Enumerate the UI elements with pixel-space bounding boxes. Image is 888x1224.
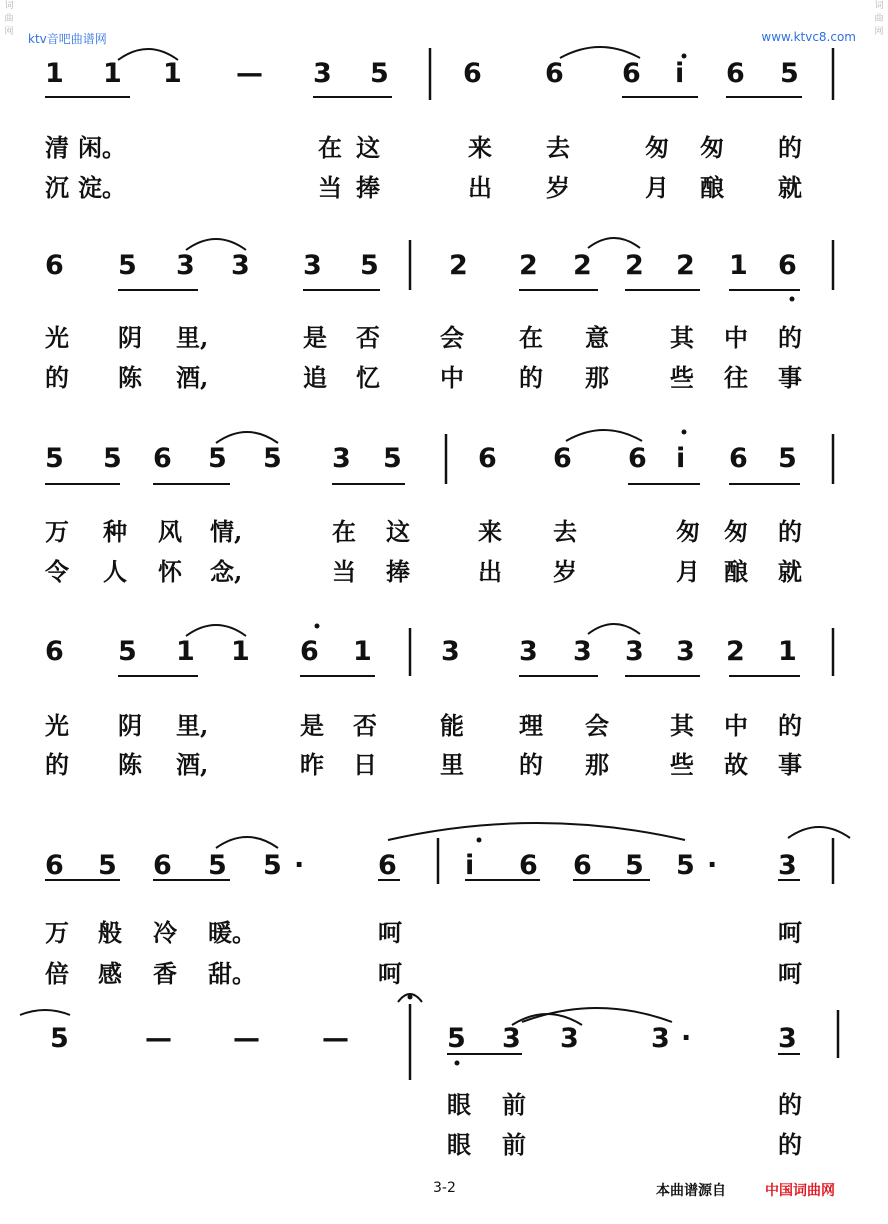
lyric-verse-1: 万 — [45, 517, 69, 546]
slur — [216, 432, 278, 443]
lyric-verse-1: 其 — [670, 323, 694, 352]
watermark-right: 词 曲 网 — [874, 1, 884, 37]
note: 6 — [729, 443, 748, 474]
lyric-verse-1: 呵 — [778, 918, 802, 947]
lyric-verse-1: 阴 — [118, 323, 142, 352]
octave-dot — [315, 624, 320, 629]
note: 6 — [153, 850, 172, 881]
lyric-verse-2: 日 — [353, 750, 377, 779]
lyric-verse-2: 的 — [45, 363, 69, 392]
lyric-verse-2: 陈 — [118, 750, 142, 779]
note: 6 — [778, 250, 797, 281]
lyric-verse-1: 的 — [778, 1090, 802, 1119]
note: 5 — [676, 850, 695, 881]
note: 1 — [163, 58, 182, 89]
lyric-verse-1: 的 — [778, 323, 802, 352]
note: 3 — [778, 1023, 797, 1054]
lyric-verse-2: 些 — [670, 363, 694, 392]
note: 3 — [176, 250, 195, 281]
lyric-verse-1: 其 — [670, 711, 694, 740]
slur — [186, 625, 246, 636]
note: 5 — [45, 443, 64, 474]
lyric-verse-2: 当 — [332, 557, 356, 586]
octave-dot — [477, 838, 482, 843]
watermark-left: 词 曲 网 — [4, 1, 14, 37]
lyric-verse-1: 中 — [724, 711, 748, 740]
note: 5 — [780, 58, 799, 89]
slur — [388, 823, 685, 840]
note: 5 — [370, 58, 389, 89]
lyric-verse-1: 的 — [778, 133, 802, 162]
lyric-verse-1: 阴 — [118, 711, 142, 740]
site-url-right: www.ktvc8.com — [761, 30, 856, 44]
lyric-verse-1: 否 — [353, 711, 377, 740]
note: 6 — [545, 58, 564, 89]
lyric-verse-2: 月 — [645, 173, 669, 202]
note: 1 — [176, 636, 195, 667]
slur — [522, 1008, 672, 1022]
note: 3 — [519, 636, 538, 667]
lyric-verse-1: 中 — [724, 323, 748, 352]
lyric-verse-2: 的 — [778, 1130, 802, 1159]
note: — — [233, 1023, 260, 1054]
lyric-verse-2: 眼 — [447, 1130, 471, 1159]
lyric-verse-1: 理 — [519, 711, 543, 740]
note: 3 — [625, 636, 644, 667]
lyric-verse-2: 人 — [103, 557, 127, 586]
note: 5 — [208, 443, 227, 474]
slur — [588, 624, 640, 634]
octave-dot — [682, 430, 687, 435]
note: 5 — [103, 443, 122, 474]
note: 1 — [45, 58, 64, 89]
note: 3 — [651, 1023, 670, 1054]
lyric-verse-1: 万 — [45, 918, 69, 947]
lyric-verse-1: 意 — [585, 323, 609, 352]
lyric-verse-2: 令 — [45, 557, 69, 586]
lyric-verse-1: 呵 — [378, 918, 402, 947]
octave-dot — [408, 995, 413, 1000]
note: 2 — [519, 250, 538, 281]
fermata — [398, 994, 422, 1002]
note: 6 — [300, 636, 319, 667]
note: 2 — [449, 250, 468, 281]
lyric-verse-2: 出 — [468, 173, 492, 202]
lyric-verse-2: 呵 — [778, 959, 802, 988]
lyric-verse-2: 的 — [45, 750, 69, 779]
note: 5 — [50, 1023, 69, 1054]
lyric-verse-2: 昨 — [300, 750, 324, 779]
note: 5 — [98, 850, 117, 881]
note: 3 — [332, 443, 351, 474]
lyric-verse-1: 在 — [332, 517, 356, 546]
lyric-verse-1: 情, — [210, 517, 243, 546]
note: 6 — [628, 443, 647, 474]
lyric-verse-1: 在 — [519, 323, 543, 352]
note: 2 — [573, 250, 592, 281]
note: · — [681, 1023, 692, 1054]
note: 6 — [45, 850, 64, 881]
note: 6 — [463, 58, 482, 89]
lyric-verse-2: 捧 — [386, 557, 410, 586]
lyric-verse-1: 种 — [103, 517, 127, 546]
lyric-verse-1: 去 — [553, 517, 577, 546]
note: 1 — [231, 636, 250, 667]
lyric-verse-1: 的 — [778, 711, 802, 740]
lyric-verse-1: 匆 — [724, 517, 748, 546]
lyric-verse-1: 来 — [468, 133, 492, 162]
note: 2 — [726, 636, 745, 667]
lyric-verse-1: 会 — [440, 323, 464, 352]
note: 2 — [625, 250, 644, 281]
lyric-verse-2: 些 — [670, 750, 694, 779]
lyric-verse-2: 岁 — [546, 173, 570, 202]
note: i — [675, 58, 685, 89]
note: i — [676, 443, 686, 474]
lyric-verse-1: 能 — [440, 711, 464, 740]
slur — [216, 837, 278, 848]
note: 1 — [353, 636, 372, 667]
lyric-verse-2: 淀。 — [78, 173, 126, 202]
source-label: 本曲谱源自 — [656, 1183, 726, 1199]
lyric-verse-2: 事 — [778, 750, 802, 779]
lyric-verse-2: 香 — [153, 959, 177, 988]
slur — [566, 430, 642, 441]
page-number: 3-2 — [433, 1180, 456, 1196]
lyric-verse-2: 岁 — [553, 557, 577, 586]
lyric-verse-1: 的 — [778, 517, 802, 546]
lyric-verse-2: 怀 — [158, 557, 182, 586]
note: 6 — [573, 850, 592, 881]
lyric-verse-2: 那 — [585, 750, 609, 779]
note: — — [236, 58, 263, 89]
octave-dot — [455, 1061, 460, 1066]
lyric-verse-1: 暖。 — [208, 918, 256, 947]
lyric-verse-1: 在 — [318, 133, 342, 162]
lyric-verse-2: 呵 — [378, 959, 402, 988]
lyric-verse-1: 前 — [502, 1090, 526, 1119]
lyric-verse-1: 会 — [585, 711, 609, 740]
lyric-verse-1: 是 — [303, 323, 327, 352]
lyric-verse-2: 酒, — [176, 750, 209, 779]
lyric-verse-1: 是 — [300, 711, 324, 740]
lyric-verse-2: 月 — [676, 557, 700, 586]
lyric-verse-2: 的 — [519, 750, 543, 779]
lyric-verse-2: 前 — [502, 1130, 526, 1159]
lyric-verse-2: 忆 — [356, 363, 380, 392]
lyric-verse-1: 匆 — [700, 133, 724, 162]
lyric-verse-2: 当 — [318, 173, 342, 202]
note: i — [465, 850, 475, 881]
lyric-verse-2: 追 — [303, 363, 327, 392]
lyric-verse-2: 就 — [778, 173, 802, 202]
note: 2 — [676, 250, 695, 281]
note: 3 — [778, 850, 797, 881]
note: 5 — [447, 1023, 466, 1054]
lyric-verse-2: 事 — [778, 363, 802, 392]
lyric-verse-1: 里, — [176, 711, 209, 740]
note: 6 — [726, 58, 745, 89]
lyric-verse-1: 里, — [176, 323, 209, 352]
lyric-verse-2: 故 — [724, 750, 748, 779]
slur — [588, 238, 640, 248]
lyric-verse-1: 否 — [356, 323, 380, 352]
note: 3 — [676, 636, 695, 667]
lyric-verse-2: 酒, — [176, 363, 209, 392]
note: 5 — [263, 443, 282, 474]
note: 3 — [502, 1023, 521, 1054]
lyric-verse-2: 出 — [478, 557, 502, 586]
lyric-verse-1: 光 — [45, 711, 69, 740]
lyric-verse-2: 甜。 — [208, 959, 256, 988]
note: 3 — [573, 636, 592, 667]
note: 6 — [45, 636, 64, 667]
note: 5 — [118, 636, 137, 667]
note: 5 — [263, 850, 282, 881]
lyric-verse-2: 的 — [519, 363, 543, 392]
lyric-verse-1: 匆 — [676, 517, 700, 546]
lyric-verse-1: 这 — [386, 517, 410, 546]
slur — [560, 47, 640, 58]
lyric-verse-1: 这 — [356, 133, 380, 162]
note: 5 — [118, 250, 137, 281]
lyric-verse-2: 那 — [585, 363, 609, 392]
lyric-verse-1: 来 — [478, 517, 502, 546]
note: 1 — [729, 250, 748, 281]
note: 6 — [378, 850, 397, 881]
lyric-verse-1: 风 — [158, 517, 182, 546]
lyric-verse-1: 冷 — [153, 918, 177, 947]
note: 6 — [45, 250, 64, 281]
lyric-verse-1: 去 — [546, 133, 570, 162]
note: 6 — [553, 443, 572, 474]
lyric-verse-2: 就 — [778, 557, 802, 586]
note: — — [322, 1023, 349, 1054]
slur — [20, 1010, 70, 1015]
note: 6 — [153, 443, 172, 474]
note: 1 — [103, 58, 122, 89]
lyric-verse-2: 捧 — [356, 173, 380, 202]
lyric-verse-2: 陈 — [118, 363, 142, 392]
lyric-verse-2: 里 — [440, 750, 464, 779]
lyric-verse-2: 酿 — [724, 557, 748, 586]
note: 6 — [519, 850, 538, 881]
note: 6 — [622, 58, 641, 89]
note: 6 — [478, 443, 497, 474]
note: 5 — [625, 850, 644, 881]
lyric-verse-1: 光 — [45, 323, 69, 352]
lyric-verse-1: 清 — [45, 133, 69, 162]
lyric-verse-1: 闲。 — [78, 133, 126, 162]
lyric-verse-2: 酿 — [700, 173, 724, 202]
source-brand: 中国词曲网 — [765, 1183, 835, 1199]
note: 5 — [208, 850, 227, 881]
note: — — [145, 1023, 172, 1054]
site-name-left: ktv音吧曲谱网 — [28, 32, 107, 46]
lyric-verse-1: 匆 — [645, 133, 669, 162]
note: 3 — [441, 636, 460, 667]
lyric-verse-2: 中 — [440, 363, 464, 392]
note: 3 — [560, 1023, 579, 1054]
note: 5 — [360, 250, 379, 281]
slur — [788, 827, 850, 838]
slur — [186, 239, 246, 250]
lyric-verse-1: 般 — [98, 918, 122, 947]
note: 3 — [303, 250, 322, 281]
lyric-verse-1: 眼 — [447, 1090, 471, 1119]
note: 1 — [778, 636, 797, 667]
octave-dot — [790, 297, 795, 302]
lyric-verse-2: 念, — [210, 557, 243, 586]
note: 5 — [383, 443, 402, 474]
note: 5 — [778, 443, 797, 474]
lyric-verse-2: 沉 — [45, 173, 69, 202]
note: 3 — [313, 58, 332, 89]
lyric-verse-2: 往 — [724, 363, 748, 392]
note: 3 — [231, 250, 250, 281]
note: · — [294, 850, 305, 881]
lyric-verse-2: 倍 — [45, 959, 69, 988]
lyric-verse-2: 感 — [98, 959, 122, 988]
note: · — [707, 850, 718, 881]
